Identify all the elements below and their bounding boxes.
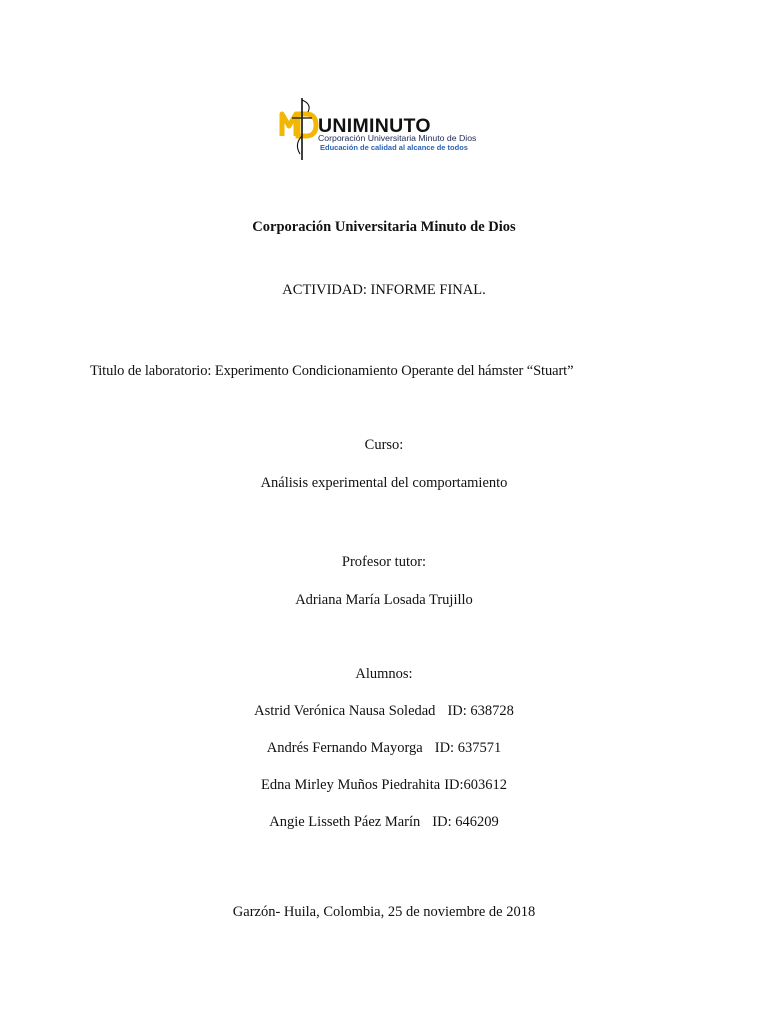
- student-row: [0, 813, 768, 831]
- uniminuto-logo: [278, 96, 490, 162]
- course-label: Curso:: [364, 437, 404, 453]
- logo-institution: Corporación Universitaria Minuto de Dios: [318, 133, 477, 143]
- logo-wordmark: UNIMINUTO: [318, 115, 431, 137]
- lab-title: Titulo de laboratorio: Experimento Condicionamiento Operante del hámster “Stuart”: [90, 363, 574, 379]
- student-row: [0, 739, 768, 757]
- logo-tagline: Educación de calidad al alcance de todos: [320, 143, 468, 152]
- tutor-label: Profesor tutor:: [341, 554, 427, 570]
- student-id: ID:603612: [444, 777, 508, 793]
- student-name: Astrid Verónica Nausa Soledad: [254, 703, 436, 719]
- tutor-name: Adriana María Losada Trujillo: [295, 592, 473, 608]
- activity-heading: ACTIVIDAD: INFORME FINAL.: [282, 282, 486, 298]
- student-name: Edna Mirley Muños Piedrahita: [260, 777, 441, 793]
- student-row: [0, 776, 768, 794]
- md-monogram-icon: [282, 98, 316, 160]
- student-row: [0, 702, 768, 720]
- student-id: ID: 638728: [447, 703, 514, 719]
- students-label: Alumnos:: [355, 666, 413, 682]
- place-date: Garzón- Huila, Colombia, 25 de noviembre de 2018: [232, 904, 536, 920]
- student-id: ID: 646209: [432, 814, 499, 830]
- institution-title: Corporación Universitaria Minuto de Dios: [252, 219, 516, 235]
- course-name: Análisis experimental del comportamiento: [260, 475, 508, 491]
- student-id: ID: 637571: [434, 740, 502, 756]
- student-name: Angie Lisseth Páez Marín: [269, 814, 421, 830]
- student-name: Andrés Fernando Mayorga: [266, 740, 423, 756]
